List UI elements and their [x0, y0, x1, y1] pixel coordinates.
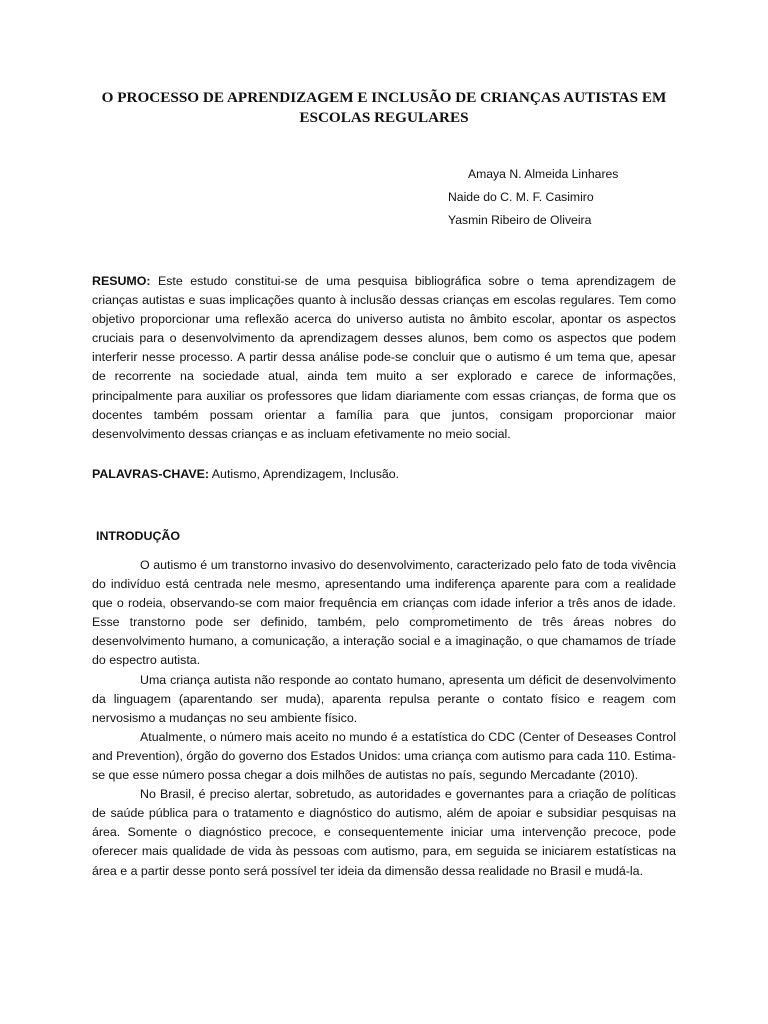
introduction-body [92, 556, 676, 881]
body-paragraph: O autismo é um transtorno invasivo do desenvolvimento, caracterizado pelo fato de toda vivência do indivíduo está centrada nele mesmo, apresentando uma indiferença aparente para com a realidade que o rodeia, observando-se com maior frequência em crianças com idade inferior a três anos de idade. Esse transtorno pode ser definido, também, pelo comprometimento de três áreas nobres do desenvolvimento humano, a comunicação, a interação social e a imaginação, o que chamamos de tríade do espectro autista. [92, 558, 676, 668]
abstract-paragraph [92, 272, 676, 444]
body-paragraph: Uma criança autista não responde ao contato humano, apresenta um déficit de desenvolvimento da linguagem (aparentando ser muda), aparenta repulsa perante o contato físico e reagem com nervosismo a mudanças no seu ambiente físico. [92, 672, 676, 725]
body-paragraph: Atualmente, o número mais aceito no mundo é a estatística do CDC (Center of Deseases Control and Prevention), órgão do governo dos Estados Unidos: uma criança com autismo para cada 110. Estima-se que esse número possa chegar a dois milhões de autistas no país, segundo Mercadante (2010). [92, 729, 676, 783]
keywords-paragraph [92, 465, 676, 484]
author-name: Yasmin Ribeiro de Oliveira [448, 213, 592, 227]
keywords-text: Autismo, Aprendizagem, Inclusão. [209, 467, 400, 481]
paper-title: O PROCESSO DE APRENDIZAGEM E INCLUSÃO DE CRIANÇAS AUTISTAS EM ESCOLAS REGULARES [101, 89, 667, 126]
abstract-text: Este estudo constitui-se de uma pesquisa bibliográfica sobre o tema aprendizagem de crianças autistas e suas implicações quanto à inclusão dessas crianças em escolas regulares. Tem como objetivo proporcionar uma reflexão acerca do universo autista no âmbito escolar, apontar os aspectos cruciais para o desenvolvimento da aprendizagem desses alunos, bem como os aspectos que podem interferir nesse processo. A partir dessa análise pode-se concluir que o autismo é um tema que, apesar de recorrente na sociedade atual, ainda tem muito a ser explorado e carece de informações, principalmente para auxiliar os professores que lidam diariamente com essas crianças, de forma que os docentes também possam orientar a família para que juntos, consigam proporcionar maior desenvolvimento dessas crianças e as incluam efetivamente no meio social. [92, 274, 676, 441]
author-name: Naide do C. M. F. Casimiro [448, 190, 594, 204]
keywords-label: PALAVRAS-CHAVE: [92, 467, 210, 481]
body-paragraph: No Brasil, é preciso alertar, sobretudo, as autoridades e governantes para a criação de políticas de saúde pública para o tratamento e diagnóstico do autismo, além de apoiar e subsidiar pesquisas na área. Somente o diagnóstico precoce, e consequentemente iniciar uma intervenção precoce, pode oferecer mais qualidade de vida às pessoas com autismo, para, em seguida se iniciarem estatísticas na área e a partir desse ponto será possível ter ideia da dimensão dessa realidade no Brasil e mudá-la. [92, 787, 676, 878]
section-heading-introduction: INTRODUÇÃO [96, 529, 180, 543]
author-name: Amaya N. Almeida Linhares [468, 167, 619, 181]
author-list [448, 163, 708, 232]
abstract-label: RESUMO: [92, 274, 151, 288]
